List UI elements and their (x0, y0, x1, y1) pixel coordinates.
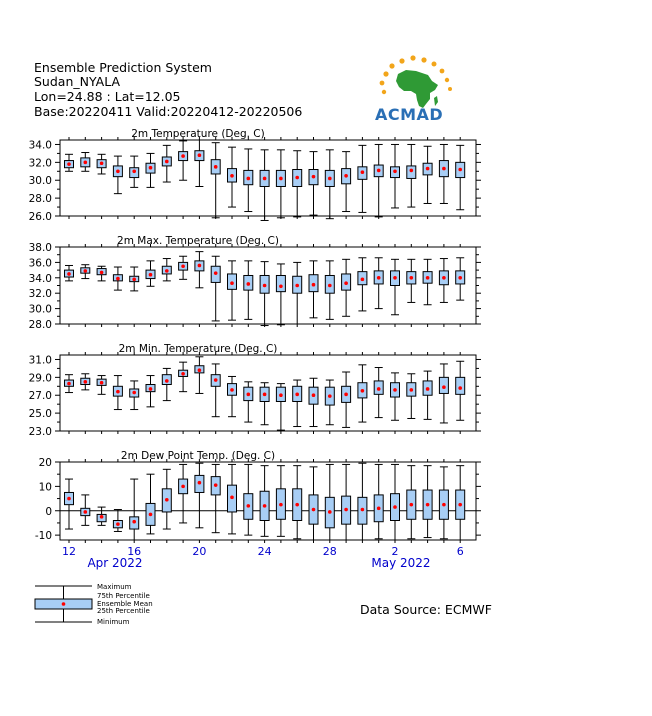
mean-marker (84, 161, 88, 165)
mean-marker (165, 269, 169, 273)
mean-marker (230, 388, 234, 392)
mean-marker (393, 169, 397, 173)
box-day-19 (358, 145, 367, 212)
mean-marker (377, 507, 381, 511)
mean-marker (247, 393, 251, 397)
box-day-13 (260, 150, 269, 221)
mean-marker (442, 385, 446, 389)
acmad-logo-text: ACMAD (375, 105, 444, 124)
box-day-1 (65, 154, 74, 171)
mean-marker (214, 378, 218, 382)
box-day-15 (293, 466, 302, 539)
mean-marker (230, 174, 234, 178)
mean-marker (84, 269, 88, 273)
y-tick-label: 38.0 (28, 242, 52, 254)
mean-marker (198, 153, 202, 157)
box-day-18 (342, 372, 351, 427)
box-day-5 (130, 381, 139, 410)
box-day-13 (260, 466, 269, 537)
mean-marker (442, 503, 446, 507)
box-day-5 (130, 156, 139, 187)
mean-marker (328, 394, 332, 398)
mean-marker (344, 174, 348, 178)
box-day-15 (293, 262, 302, 324)
box-day-8 (179, 362, 188, 392)
iqr-box (276, 275, 285, 291)
box-day-9 (195, 463, 204, 528)
legend-minimum-label: Minimum (97, 618, 130, 626)
box-day-23 (423, 259, 432, 304)
box-day-7 (162, 368, 171, 400)
box-day-19 (358, 258, 367, 311)
mean-marker (181, 485, 185, 489)
box-day-21 (391, 259, 400, 314)
mean-marker (100, 271, 104, 275)
mean-marker (100, 161, 104, 165)
box-day-19 (358, 463, 367, 540)
box-day-6 (146, 376, 155, 407)
mean-marker (165, 379, 169, 383)
box-day-21 (391, 464, 400, 540)
box-day-6 (146, 261, 155, 286)
y-tick-label: 30.0 (28, 175, 52, 188)
panel-title: 2m Min. Temperature (Deg. C) (118, 343, 278, 355)
box-day-17 (325, 464, 334, 540)
mean-marker (181, 264, 185, 268)
mean-marker (263, 284, 267, 288)
mean-marker (132, 278, 136, 282)
box-day-4 (113, 510, 122, 532)
box-day-22 (407, 259, 416, 302)
y-tick-label: 26.0 (28, 211, 52, 223)
box-day-14 (276, 264, 285, 325)
mean-marker (361, 508, 365, 512)
mean-marker (426, 276, 430, 280)
box-day-21 (391, 144, 400, 207)
mean-marker (263, 393, 267, 397)
mean-marker (67, 382, 71, 386)
y-tick-label: 32.0 (28, 288, 52, 301)
panel-title: 2m Dew Point Temp. (Deg. C) (120, 450, 276, 462)
box-day-1 (65, 479, 74, 529)
mean-marker (230, 281, 234, 285)
mean-marker (295, 284, 299, 288)
box-day-4 (113, 376, 122, 410)
y-tick-label: 27.0 (28, 390, 52, 403)
mean-marker (344, 281, 348, 285)
box-day-17 (325, 380, 334, 425)
data-source-label: Data Source: ECMWF (360, 602, 492, 617)
mean-marker (247, 177, 251, 181)
mean-marker (312, 283, 316, 287)
box-day-20 (374, 464, 383, 538)
mean-marker (214, 271, 218, 275)
box-day-15 (293, 380, 302, 426)
chart-panel-4 (35, 450, 481, 543)
mean-marker (312, 175, 316, 179)
box-day-11 (228, 464, 237, 533)
mean-marker (377, 276, 381, 280)
box-day-15 (293, 151, 302, 217)
box-day-9 (195, 140, 204, 186)
mean-marker (198, 264, 202, 268)
mean-marker (410, 169, 414, 173)
mean-marker (214, 165, 218, 169)
mean-marker (361, 170, 365, 174)
box-day-16 (309, 152, 318, 215)
mean-marker (410, 503, 414, 507)
box-day-24 (439, 144, 448, 203)
mean-marker (279, 503, 283, 507)
box-day-23 (423, 146, 432, 203)
month-label-apr: Apr 2022 (87, 556, 143, 570)
month-label-may: May 2022 (371, 556, 431, 570)
mean-marker (361, 278, 365, 282)
box-day-25 (456, 361, 465, 420)
box-day-18 (342, 152, 351, 212)
box-day-1 (65, 265, 74, 280)
box-day-12 (244, 464, 253, 535)
box-day-2 (81, 265, 90, 279)
mean-marker (67, 272, 71, 276)
box-day-8 (179, 464, 188, 523)
box-day-24 (439, 364, 448, 423)
box-day-7 (162, 259, 171, 281)
mean-marker (312, 393, 316, 397)
mean-marker (393, 388, 397, 392)
mean-marker (263, 177, 267, 181)
box-day-14 (276, 466, 285, 537)
box-day-16 (309, 467, 318, 540)
box-day-3 (97, 266, 106, 281)
box-day-20 (374, 144, 383, 216)
box-day-9 (195, 357, 204, 394)
mean-marker (458, 276, 462, 280)
header-line-2: Sudan_NYALA (34, 74, 120, 89)
mean-marker (328, 510, 332, 514)
box-day-5 (130, 267, 139, 291)
box-day-17 (325, 261, 334, 320)
box-day-22 (407, 466, 416, 539)
mean-marker (181, 154, 185, 158)
mean-marker (116, 277, 120, 281)
box-day-25 (456, 466, 465, 540)
mean-marker (442, 276, 446, 280)
box-day-24 (439, 467, 448, 539)
mean-marker (181, 372, 185, 376)
legend-p25-label: 25th Percentile (97, 607, 150, 615)
box-day-11 (228, 376, 237, 416)
mean-marker (230, 496, 234, 500)
panel-title: 2m Temperature (Deg. C) (131, 128, 265, 140)
mean-marker (165, 160, 169, 164)
legend-mean-label: Ensemble Mean (97, 600, 153, 608)
y-tick-label: 10 (38, 481, 52, 494)
box-day-3 (97, 507, 106, 525)
box-day-12 (244, 261, 253, 320)
chart-panel-2 (29, 235, 481, 331)
box-day-4 (113, 156, 122, 194)
box-day-10 (211, 364, 220, 417)
legend (35, 583, 153, 626)
box-day-11 (228, 147, 237, 207)
mean-marker (295, 176, 299, 180)
mean-marker (247, 282, 251, 286)
box-day-16 (309, 261, 318, 318)
x-tick-label: 16 (127, 545, 142, 558)
box-day-13 (260, 383, 269, 425)
y-tick-label: 30.0 (28, 303, 52, 316)
mean-marker (263, 504, 267, 508)
box-day-10 (211, 464, 220, 532)
box-day-10 (211, 256, 220, 321)
box-day-2 (81, 374, 90, 390)
mean-marker (458, 386, 462, 390)
mean-marker (458, 168, 462, 172)
x-tick-label: 12 (62, 545, 76, 558)
mean-marker (132, 391, 136, 395)
box-day-1 (65, 375, 74, 393)
box-day-14 (276, 384, 285, 430)
mean-marker (247, 504, 251, 508)
y-tick-label: 0 (45, 505, 52, 518)
box-day-7 (162, 145, 171, 182)
y-tick-label: 23.0 (28, 426, 52, 438)
mean-marker (149, 513, 153, 517)
mean-marker (361, 389, 365, 393)
box-day-20 (374, 368, 383, 418)
mean-marker (116, 522, 120, 526)
box-day-25 (456, 145, 465, 209)
mean-marker (100, 515, 104, 519)
y-tick-label: -10 (34, 530, 52, 543)
mean-marker (312, 508, 316, 512)
mean-marker (426, 387, 430, 391)
x-tick-label: 6 (456, 545, 464, 558)
y-tick-label: 34.0 (28, 139, 52, 152)
mean-marker (165, 498, 169, 502)
mean-marker (426, 167, 430, 171)
box-day-23 (423, 371, 432, 419)
iqr-box (456, 377, 465, 394)
box-day-14 (276, 150, 285, 218)
y-tick-label: 34.0 (28, 272, 52, 285)
box-day-6 (146, 153, 155, 187)
box-day-8 (179, 141, 188, 180)
legend-maximum-label: Maximum (97, 583, 132, 591)
mean-marker (132, 169, 136, 173)
box-day-3 (97, 154, 106, 174)
box-day-12 (244, 382, 253, 422)
mean-marker (198, 481, 202, 485)
box-day-5 (130, 479, 139, 540)
mean-marker (84, 380, 88, 384)
mean-marker (377, 169, 381, 173)
box-day-8 (179, 256, 188, 279)
mean-marker (84, 510, 88, 514)
mean-marker (328, 284, 332, 288)
box-day-18 (342, 464, 351, 540)
box-day-18 (342, 259, 351, 316)
y-tick-label: 29.0 (28, 372, 52, 385)
mean-marker (198, 368, 202, 372)
box-day-10 (211, 143, 220, 218)
y-tick-label: 25.0 (28, 408, 52, 421)
box-day-24 (439, 259, 448, 303)
mean-marker (295, 503, 299, 507)
mean-marker (410, 388, 414, 392)
mean-marker (295, 393, 299, 397)
box-day-6 (146, 474, 155, 534)
box-day-12 (244, 149, 253, 212)
header-line-1: Ensemble Prediction System (34, 60, 212, 75)
box-day-3 (97, 376, 106, 395)
box-day-2 (81, 495, 90, 525)
mean-marker (149, 273, 153, 277)
mean-marker (426, 503, 430, 507)
box-day-13 (260, 262, 269, 326)
y-tick-label: 31.0 (28, 354, 52, 367)
mean-marker (67, 497, 71, 501)
mean-marker (67, 162, 71, 166)
mean-marker (344, 508, 348, 512)
mean-marker (132, 520, 136, 524)
mean-marker (279, 393, 283, 397)
y-tick-label: 28.0 (28, 319, 52, 331)
y-tick-label: 32.0 (28, 157, 52, 170)
chart-panel-1 (29, 128, 481, 223)
box-day-23 (423, 466, 432, 538)
mean-marker (214, 483, 218, 487)
y-tick-label: 20 (38, 457, 52, 469)
mean-marker (116, 169, 120, 173)
mean-marker (149, 387, 153, 391)
y-tick-label: 36.0 (28, 257, 52, 270)
box-day-11 (228, 261, 237, 320)
y-tick-label: 28.0 (28, 193, 52, 206)
mean-marker (442, 167, 446, 171)
chart-panel-3 (29, 343, 481, 438)
box-day-7 (162, 469, 171, 529)
box-day-22 (407, 374, 416, 419)
box-day-17 (325, 150, 334, 219)
header-line-4: Base:20220411 Valid:20220412-20220506 (34, 104, 303, 119)
x-tick-label: 24 (257, 545, 272, 558)
box-day-19 (358, 365, 367, 422)
box-day-20 (374, 258, 383, 309)
header-line-3: Lon=24.88 : Lat=12.05 (34, 89, 181, 104)
x-tick-label: 2 (391, 545, 399, 558)
mean-marker (393, 276, 397, 280)
mean-marker (410, 276, 414, 280)
box-day-16 (309, 378, 318, 426)
box-day-25 (456, 258, 465, 300)
mean-marker (279, 177, 283, 181)
mean-marker (458, 503, 462, 507)
mean-marker (149, 166, 153, 170)
box-day-21 (391, 373, 400, 420)
legend-p75-label: 75th Percentile (97, 592, 150, 600)
mean-marker (377, 387, 381, 391)
mean-marker (328, 177, 332, 181)
x-tick-label: 28 (322, 545, 337, 558)
mean-marker (393, 505, 397, 509)
panel-title: 2m Max. Temperature (Deg. C) (117, 235, 279, 247)
x-tick-label: 20 (192, 545, 207, 558)
box-day-2 (81, 153, 90, 172)
mean-marker (279, 284, 283, 288)
legend-mean-marker (62, 602, 66, 606)
box-day-4 (113, 267, 122, 290)
mean-marker (100, 381, 104, 385)
mean-marker (344, 393, 348, 397)
mean-marker (116, 390, 120, 394)
box-day-9 (195, 252, 204, 288)
box-day-22 (407, 144, 416, 207)
